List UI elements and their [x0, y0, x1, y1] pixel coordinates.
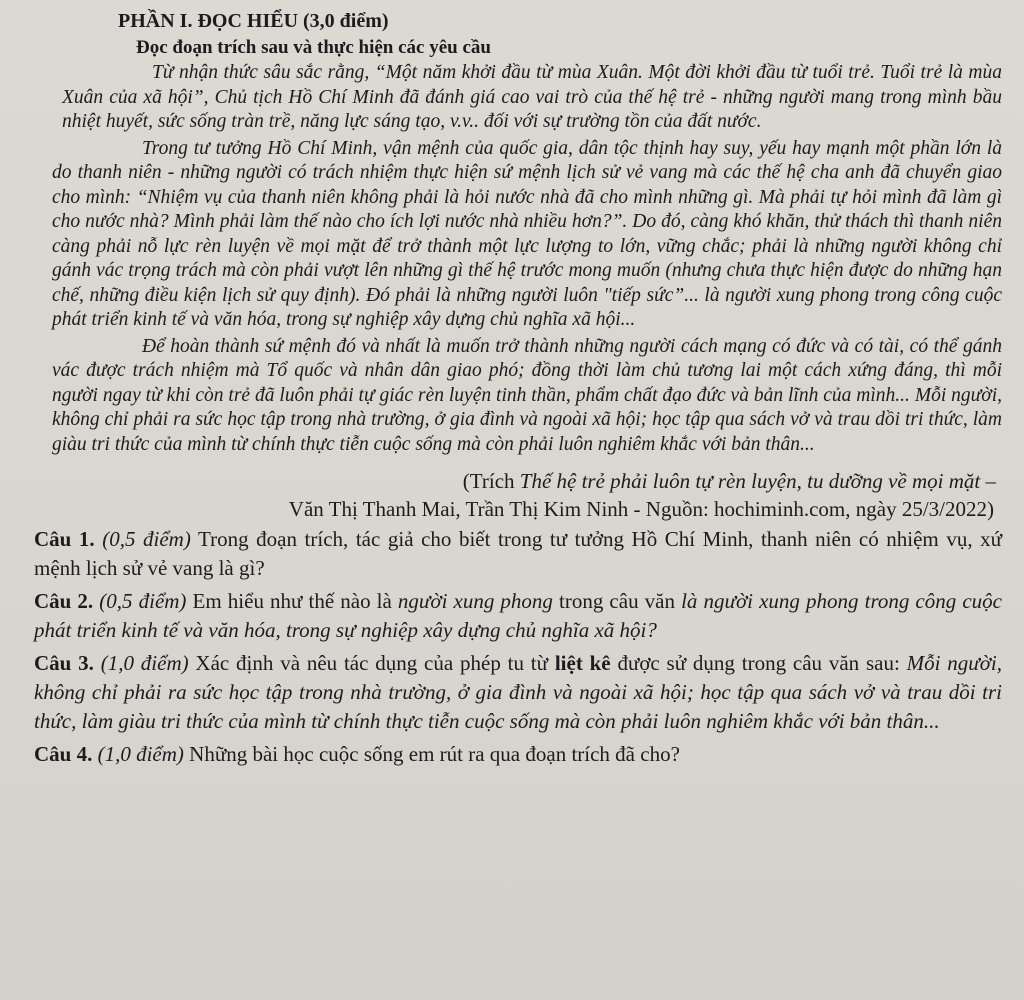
question-3 [34, 649, 1002, 736]
question-4 [34, 740, 1002, 769]
question-1 [34, 525, 1002, 583]
question-2-text-a: Em hiểu như thế nào là [192, 589, 398, 613]
question-3-text-b: được sử dụng trong câu văn sau: [610, 651, 907, 675]
source-prefix: (Trích [462, 469, 520, 493]
source-title: Thế hệ trẻ phải luôn tự rèn luyện, tu dưỡng về mọi mặt [519, 469, 981, 493]
question-2-quote: là người xung phong trong công cuộc phát triển kinh tế và văn hóa, trong sự nghiệp xây dựng chủ nghĩa xã hội? [34, 589, 1002, 642]
section-heading: PHẦN I. ĐỌC HIỂU (3,0 điểm) [118, 10, 389, 32]
question-4-text: Những bài học cuộc sống em rút ra qua đoạn trích đã cho? [189, 742, 680, 766]
passage-paragraph-3: Để hoàn thành sứ mệnh đó và nhất là muốn trở thành những người cách mạng có đức và có tài, có thể gánh vác được trách nhiệm mà Tổ quốc và nhân dân giao phó; đồng thời làm chủ tương lai một cách xứng đáng, thì mỗi người ngay từ khi còn trẻ đã luôn phải tự giác rèn luyện tinh thần, phẩm chất đạo đức và bản lĩnh của mình... Mỗi người, không chỉ phải ra sức học tập trong nhà trường, ở gia đình và ngoài xã hội; học tập qua sách vở và trau dồi tri thức, làm giàu tri thức của mình từ chính thực tiễn cuộc sống mà còn phải luôn nghiêm khắc với bản thân... [52, 335, 1002, 455]
source-citation-line-2: Văn Thị Thanh Mai, Trần Thị Kim Ninh - Nguồn: hochiminh.com, ngày 25/3/2022) [288, 497, 994, 521]
question-1-text: Trong đoạn trích, tác giả cho biết trong tư tưởng Hồ Chí Minh, thanh niên có nhiệm vụ, xứ mệnh lịch sử vẻ vang là gì? [34, 527, 1003, 580]
question-3-term: liệt kê [554, 651, 611, 675]
question-1-label: Câu 1. [34, 527, 95, 551]
question-4-points: (1,0 điểm) [97, 742, 184, 766]
question-1-points: (0,5 điểm) [102, 527, 191, 551]
question-3-label: Câu 3. [34, 651, 94, 675]
source-citation-line-1 [52, 467, 996, 495]
source-suffix: – [980, 469, 996, 493]
question-2-text-b: trong câu văn [552, 589, 682, 613]
question-3-quote: Mỗi người, không chỉ phải ra sức học tập trong nhà trường, ở gia đình và ngoài xã hội; học tập qua sách vở và trau dồi tri thức, làm giàu tri thức của mình từ chính thực tiễn cuộc sống mà còn phải luôn nghiêm khắc với bản thân... [34, 651, 1002, 733]
question-2-points: (0,5 điểm) [99, 589, 187, 613]
question-3-points: (1,0 điểm) [100, 651, 189, 675]
passage-paragraph-1: Từ nhận thức sâu sắc rằng, “Một năm khởi đầu từ mùa Xuân. Một đời khởi đầu từ tuổi trẻ. Tuổi trẻ là mùa Xuân của xã hội”, Chủ tịch Hồ Chí Minh đã đánh giá cao vai trò của thế hệ trẻ - những người mang trong mình bầu nhiệt huyết, sức sống tràn trề, năng lực sáng tạo, v.v.. đối với sự trường tồn của đất nước. [62, 62, 1002, 132]
question-3-text-a: Xác định và nêu tác dụng của phép tu từ [195, 651, 555, 675]
question-2 [34, 587, 1002, 645]
question-4-label: Câu 4. [34, 742, 93, 766]
passage-paragraph-2: Trong tư tưởng Hồ Chí Minh, vận mệnh của quốc gia, dân tộc thịnh hay suy, yếu hay mạnh một phần lớn là do thanh niên - những người có trách nhiệm thực hiện sứ mệnh lịch sử vẻ vang mà các thế hệ cha anh đã chuyển giao cho mình: “Nhiệm vụ của thanh niên không phải là hỏi nước nhà đã cho mình những gì. Mà phải tự hỏi mình đã làm gì cho nước nhà? Mình phải làm thế nào cho ích lợi nước nhà nhiều hơn?”. Do đó, càng khó khăn, thử thách thì thanh niên càng phải nỗ lực rèn luyện về mọi mặt để trở thành một lực lượng to lớn, vững chắc; phải là những người không chỉ gánh vác trọng trách mà còn phải vượt lên những gì thế hệ trước mong muốn (nhưng chưa thực hiện được do những hạn chế, những điều kiện lịch sử quy định). Đó phải là những người luôn "tiếp sức”... là người xung phong trong công cuộc phát triển kinh tế và văn hóa, trong sự nghiệp xây dựng chủ nghĩa xã hội... [52, 137, 1002, 330]
question-2-label: Câu 2. [34, 589, 94, 613]
question-2-term: người xung phong [397, 589, 553, 613]
instruction-heading: Đọc đoạn trích sau và thực hiện các yêu cầu [136, 37, 491, 58]
